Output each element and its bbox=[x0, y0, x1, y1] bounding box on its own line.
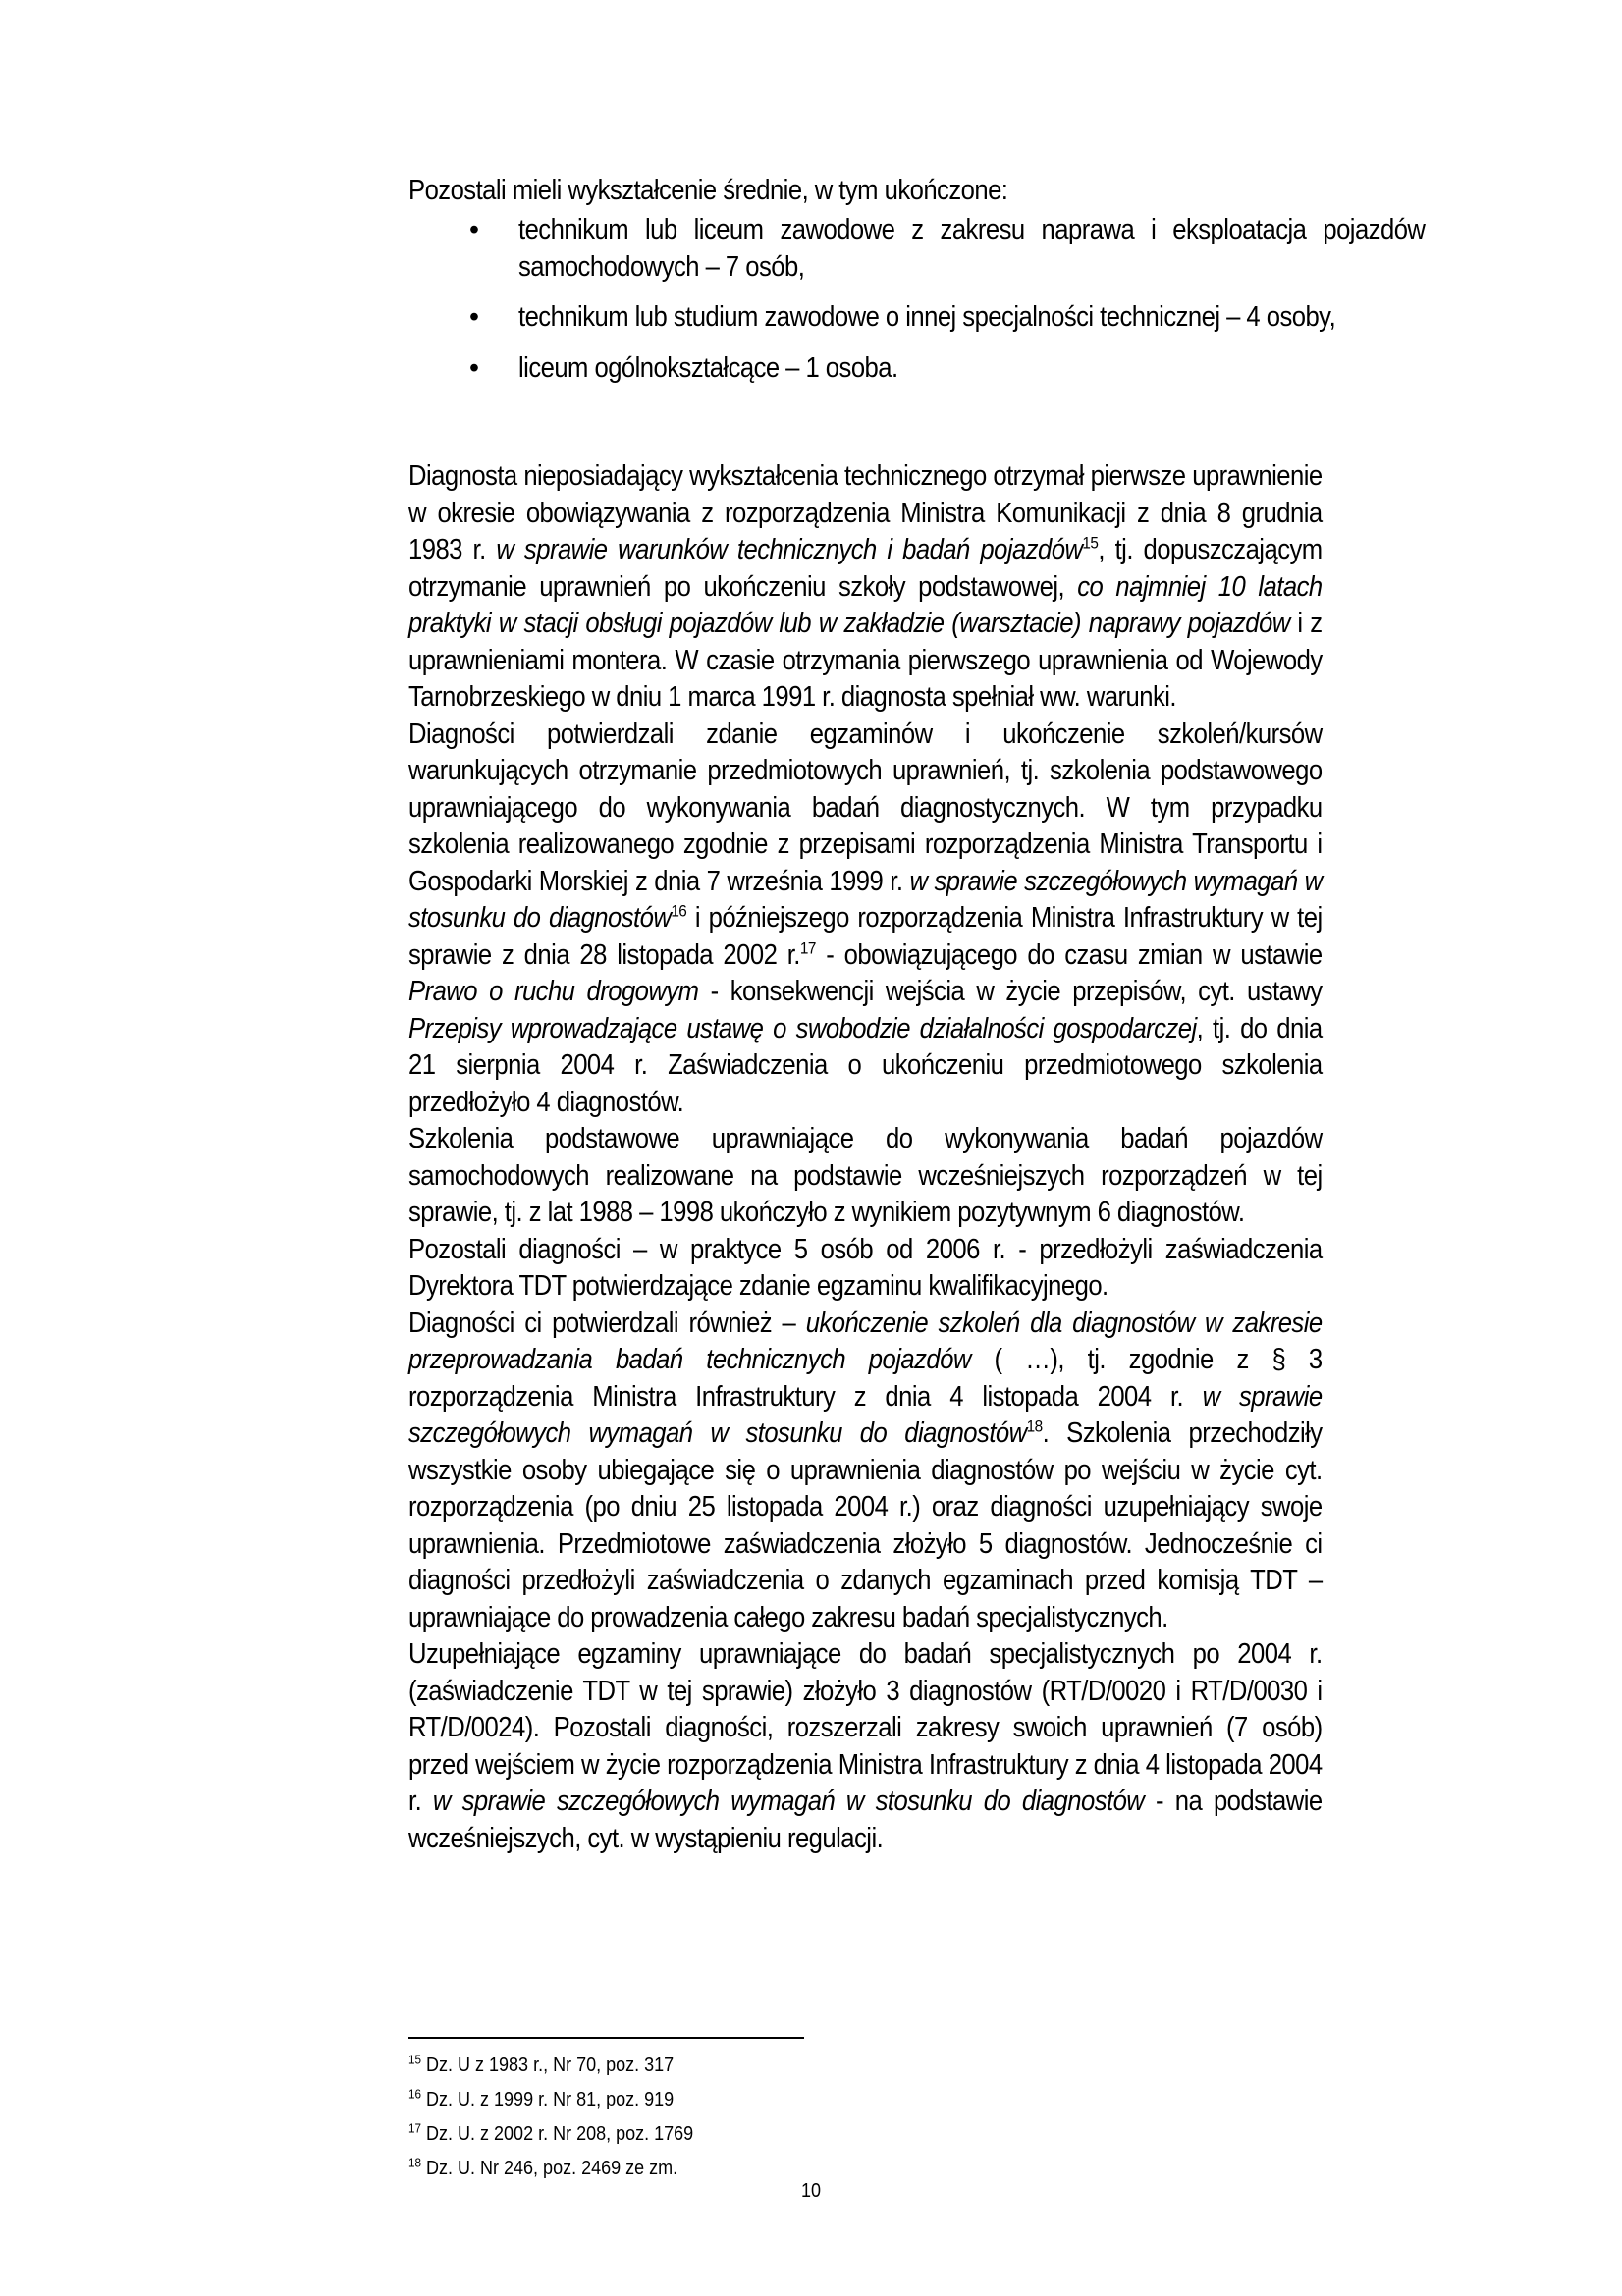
bullet-icon: • bbox=[469, 214, 479, 245]
page-number: 10 bbox=[800, 2180, 822, 2202]
footnote-ref-16[interactable]: 16 bbox=[671, 901, 687, 921]
footnote-15: $^{15}$ Dz. U z 1983 r., Nr 70, poz. 317 bbox=[408, 2052, 675, 2076]
paragraph-supplementary-exams: Uzupełniające egzaminy uprawniające do badań specjalistycznych po 2004 r. (zaświadczenie TDT w tej sprawie) złożyło 3 diagnostów (RT/D/0020 i RT/D/0030 i RT/D/0024). Pozostali diagności, rozszerzali zakresy swoich uprawnień (7 osób) przed wejściem w życie rozporządzenia Ministra Infrastruktury z dnia 4 listopada 2004 r. w sprawie szczegółowych wymagań w stosunku do diagnostów - na podstawie wcześniejszych, cyt. w wystąpieniu regulacji. bbox=[408, 1638, 1323, 1854]
footnote-16: $^{16}$ Dz. U. z 1999 r. Nr 81, poz. 919 bbox=[408, 2086, 675, 2110]
bullet-icon: • bbox=[469, 301, 479, 333]
footnote-ref-18[interactable]: 18 bbox=[1026, 1416, 1043, 1436]
paragraph-courses: Diagności ci potwierdzali również – ukończenie szkoleń dla diagnostów w zakresie przeprowadzania badań technicznych pojazdów ( …), tj. zgodnie z § 3 rozporządzenia Ministra Infrastruktury z dnia 4 listopada 2004 r. w sprawie szczegółowych wymagań w stosunku do diagnostów$^{18}$. Szkolenia przechodziły wszystkie osoby ubiegające się o uprawnienia diagnostów po wejściu w życie cyt. rozporządzenia (po dniu 25 listopada 2004 r.) oraz diagności uzupełniający swoje uprawnienia. Przedmiotowe zaświadczenia złożyło 5 diagnostów. Jednocześnie ci diagności przedłożyli zaświadczenia o zdanych egzaminach przed komisją TDT – uprawniające do prowadzenia całego zakresu badań specjalistycznych. bbox=[408, 1307, 1323, 1633]
paragraph-training: Diagności potwierdzali zdanie egzaminów i ukończenie szkoleń/kursów warunkujących otrzymanie przedmiotowych uprawnień, tj. szkolenia podstawowego uprawniającego do wykonywania badań diagnostycznych. W tym przypadku szkolenia realizowanego zgodnie z przepisami rozporządzenia Ministra Transportu i Gospodarki Morskiej z dnia 7 września 1999 r. w sprawie szczegółowych wymagań w stosunku do diagnostów$^{16}$ i późniejszego rozporządzenia Ministra Infrastruktury w tej sprawie z dnia 28 listopada 2002 r.$^{17}$ - obowiązującego do czasu zmian w ustawie Prawo o ruchu drogowym - konsekwencji wejścia w życie przepisów, cyt. ustawy Przepisy wprowadzające ustawę o swobodzie działalności gospodarczej, tj. do dnia 21 sierpnia 2004 r. Zaświadczenia o ukończeniu przedmiotowego szkolenia przedłożyło 4 diagnostów. bbox=[408, 718, 1323, 1118]
list-item: • technikum lub liceum zawodowe z zakresu naprawa i eksploatacja pojazdów samochodowych – 7 osób, bbox=[469, 214, 1426, 283]
footnote-separator bbox=[408, 2037, 804, 2039]
paragraph-diagnostician: Diagnosta nieposiadający wykształcenia technicznego otrzymał pierwsze uprawnienie w okresie obowiązywania z rozporządzenia Ministra Komunikacji z dnia 8 grudnia 1983 r. w sprawie warunków technicznych i badań pojazdów$^{15}$, tj. dopuszczającym otrzymanie uprawnień po ukończeniu szkoły podstawowej, co najmniej 10 latach praktyki w stacji obsługi pojazdów lub w zakładzie (warsztacie) naprawy pojazdów i z uprawnieniami montera. W czasie otrzymania pierwszego uprawnienia od Wojewody Tarnobrzeskiego w dniu 1 marca 1991 r. diagnosta spełniał ww. warunki. bbox=[408, 460, 1323, 713]
bullet-icon: • bbox=[469, 351, 479, 384]
footnotes bbox=[408, 2037, 1292, 2186]
paragraph-qualification-exam: Pozostali diagności – w praktyce 5 osób od 2006 r. - przedłożyli zaświadczenia Dyrektora TDT potwierdzające zdanie egzaminu kwalifikacyjnego. bbox=[408, 1233, 1323, 1302]
education-list bbox=[408, 212, 1424, 400]
footnote-ref-17[interactable]: 17 bbox=[799, 938, 816, 957]
footnote-18: $^{18}$ Dz. U. Nr 246, poz. 2469 ze zm. bbox=[408, 2155, 678, 2179]
list-item: • technikum lub studium zawodowe o innej specjalności technicznej – 4 osoby, bbox=[408, 299, 1424, 337]
footnote-17: $^{17}$ Dz. U. z 2002 r. Nr 208, poz. 1769 bbox=[408, 2120, 694, 2145]
body-text bbox=[408, 458, 1323, 1857]
paragraph-basic-training: Szkolenia podstawowe uprawniające do wykonywania badań pojazdów samochodowych realizowane na podstawie wcześniejszych rozporządzeń w tej sprawie, tj. z lat 1988 – 1998 ukończyło z wynikiem pozytywnym 6 diagnostów. bbox=[408, 1123, 1323, 1228]
list-item: • liceum ogólnokształcące – 1 osoba. bbox=[408, 350, 1424, 388]
intro-paragraph: Pozostali mieli wykształcenie średnie, w tym ukończone: bbox=[408, 175, 1008, 206]
footnote-ref-15[interactable]: 15 bbox=[1082, 533, 1099, 553]
